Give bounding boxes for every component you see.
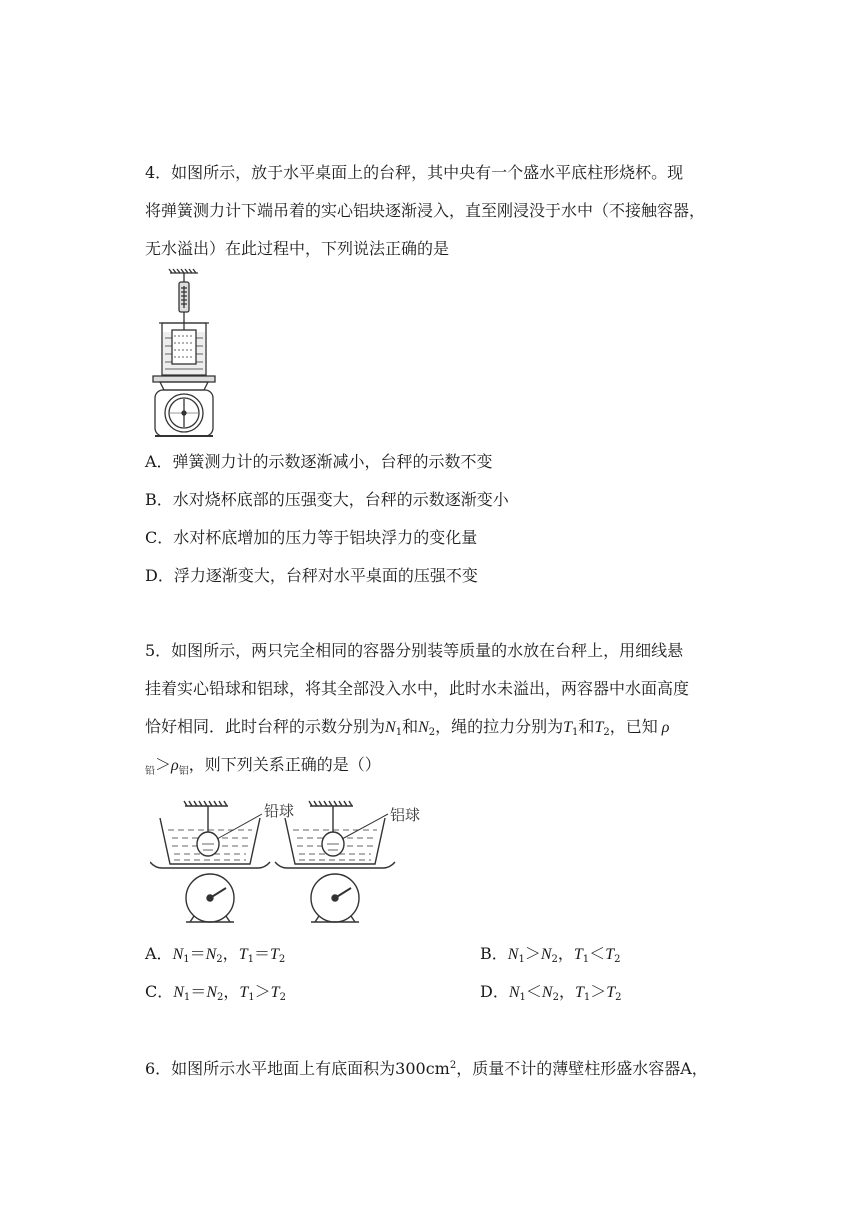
q5-option-a: A．$N_1=N_2$，$T_1=T_2$ [145,944,286,965]
q5-label-lead-ball: 铅球 [264,802,295,820]
q6-text-line1: 6．如图所示水平地面上有底面积为$300cm^2$，质量不计的薄壁柱形盛水容器A， [145,1059,708,1078]
q5-option-b: B．$N_1>N_2$，$T_1<T_2$ [480,944,621,965]
q4-text-line3: 无水溢出）在此过程中，下列说法正确的是 [145,239,450,258]
q5-text-line4: $_铅>\rho_铝$，则下列关系正确的是（） [145,755,381,777]
q4-option-b: B．水对烧杯底部的压强变大，台秤的示数逐渐变小 [145,490,509,509]
q4-figure [150,268,220,440]
q5-text-line2: 挂着实心铅球和铝球，将其全部没入水中，此时水未溢出，两容器中水面高度 [145,679,690,698]
q4-option-a: A．弹簧测力计的示数逐渐减小，台秤的示数不变 [145,452,493,471]
q5-figure [150,794,432,926]
q4-option-d: D．浮力逐渐变大，台秤对水平桌面的压强不变 [145,566,478,585]
q5-option-d: D．$N_1<N_2$，$T_1>T_2$ [480,982,622,1003]
q4-option-c: C．水对杯底增加的压力等于铝块浮力的变化量 [145,528,478,547]
q4-text-line2: 将弹簧测力计下端吊着的实心铝块逐渐浸入，直至刚浸没于水中（不接触容器， [145,201,706,220]
q5-text-line1: 5．如图所示，两只完全相同的容器分别装等质量的水放在台秤上，用细线悬 [145,641,684,660]
q5-label-al-ball: 铝球 [390,806,421,824]
q5-text-line3: 恰好相同．此时台秤的示数分别为$N_1$和$N_2$，绳的拉力分别为$T_1$和$T_2$，已知 ρ [145,717,670,738]
q5-option-c: C．$N_1=N_2$，$T_1>T_2$ [145,982,286,1003]
q4-text-line1: 4．如图所示，放于水平桌面上的台秤，其中央有一个盛水平底柱形烧杯。现 [145,163,684,182]
